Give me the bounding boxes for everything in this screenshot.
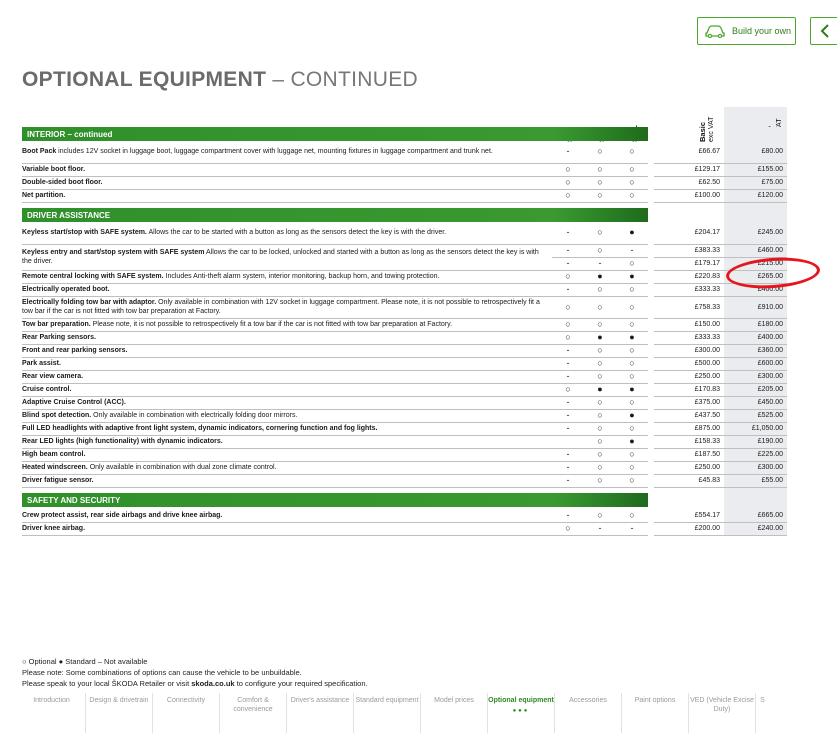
table-row xyxy=(22,331,787,344)
rrp-price: £400.00 xyxy=(724,283,787,296)
sel-availability: ○ xyxy=(616,396,648,409)
nav-item-accessories[interactable]: Accessories xyxy=(554,693,621,733)
rrp-price: £265.00 xyxy=(724,270,787,283)
legend-key: ○ Optional ● Standard – Not available xyxy=(22,657,148,666)
build-your-own-label: Build your own xyxy=(732,26,792,36)
table-row xyxy=(22,222,787,244)
table-row xyxy=(22,344,787,357)
s-availability: ○ xyxy=(552,383,584,396)
section-header xyxy=(22,208,787,222)
basic-price: £62.50 xyxy=(654,176,724,189)
basic-price: £333.33 xyxy=(654,283,724,296)
table-row xyxy=(22,270,787,283)
col-header-basic: Basic exc VAT xyxy=(698,116,715,142)
sel-availability: - xyxy=(616,244,648,257)
table-row xyxy=(22,448,787,461)
sel-availability: - xyxy=(616,522,648,535)
sel-availability: ○ xyxy=(616,474,648,487)
rrp-price: £155.00 xyxy=(724,163,787,176)
sel-availability: ● xyxy=(616,222,648,244)
basic-price: £250.00 xyxy=(654,461,724,474)
equipment-table xyxy=(22,127,787,536)
item-description: Double-sided boot floor. xyxy=(22,176,552,189)
item-description: Park assist. xyxy=(22,357,552,370)
table-row xyxy=(22,435,787,448)
s-availability: - xyxy=(552,370,584,383)
nav-item-connectivity[interactable]: Connectivity xyxy=(152,693,219,733)
basic-price: £187.50 xyxy=(654,448,724,461)
nav-item-overflow[interactable]: S xyxy=(755,693,769,733)
se-availability: - xyxy=(584,522,616,535)
car-icon xyxy=(704,24,726,38)
basic-price: £45.83 xyxy=(654,474,724,487)
basic-price: £758.33 xyxy=(654,296,724,318)
se-availability: ○ xyxy=(584,283,616,296)
se-availability: ○ xyxy=(584,409,616,422)
sel-availability: ○ xyxy=(616,257,648,270)
s-availability: - xyxy=(552,344,584,357)
rrp-price: £190.00 xyxy=(724,435,787,448)
basic-price: £66.67 xyxy=(654,141,724,163)
section-title: DRIVER ASSISTANCE xyxy=(22,208,648,222)
se-availability: ○ xyxy=(584,318,616,331)
s-availability: - xyxy=(552,448,584,461)
item-description: Driver knee airbag. xyxy=(22,522,552,535)
sel-availability: ○ xyxy=(616,141,648,163)
item-description: Heated windscreen. Only available in combination with dual zone climate control. xyxy=(22,461,552,474)
s-availability: ○ xyxy=(552,331,584,344)
basic-price: £158.33 xyxy=(654,435,724,448)
sel-availability: ○ xyxy=(616,357,648,370)
sel-availability: ○ xyxy=(616,344,648,357)
se-availability: ○ xyxy=(584,189,616,202)
table-row xyxy=(22,244,787,257)
page-title-main: OPTIONAL EQUIPMENT xyxy=(22,68,267,91)
se-availability: ○ xyxy=(584,370,616,383)
s-availability: - xyxy=(552,396,584,409)
sel-availability: ○ xyxy=(616,283,648,296)
skoda-link[interactable]: skoda.co.uk xyxy=(191,679,235,688)
se-availability: ○ xyxy=(584,244,616,257)
table-row xyxy=(22,383,787,396)
s-availability: - xyxy=(552,409,584,422)
item-description: Keyless start/stop with SAFE system. Allows the car to be started with a button as long as the sensors detect the key is with the driver. xyxy=(22,222,552,244)
se-availability: ○ xyxy=(584,222,616,244)
rrp-price: £225.00 xyxy=(724,448,787,461)
rrp-price: £80.00 xyxy=(724,141,787,163)
item-description: Tow bar preparation. Please note, it is not possible to retrospectively fit a tow bar if the car is not fitted with tow bar preparation at Factory. xyxy=(22,318,552,331)
sel-availability: ○ xyxy=(616,318,648,331)
rrp-price: £120.00 xyxy=(724,189,787,202)
basic-price: £204.17 xyxy=(654,222,724,244)
item-description: Cruise control. xyxy=(22,383,552,396)
se-availability: - xyxy=(584,257,616,270)
s-availability: - xyxy=(552,257,584,270)
section-header xyxy=(22,493,787,507)
basic-price: £179.17 xyxy=(654,257,724,270)
sel-availability: ● xyxy=(616,270,648,283)
basic-price: £375.00 xyxy=(654,396,724,409)
item-description: Rear view camera. xyxy=(22,370,552,383)
legend xyxy=(22,656,368,689)
item-description: Variable boot floor. xyxy=(22,163,552,176)
build-your-own-button[interactable] xyxy=(697,17,796,45)
rrp-price: £910.00 xyxy=(724,296,787,318)
section-header xyxy=(22,127,787,141)
rrp-price: £460.00 xyxy=(724,244,787,257)
item-description: Remote central locking with SAFE system. Includes Anti-theft alarm system, interior monitoring, backup horn, and towing protection. xyxy=(22,270,552,283)
legend-note: Please note: Some combinations of options can cause the vehicle to be unbuildable. xyxy=(22,668,302,677)
se-availability: ○ xyxy=(584,474,616,487)
item-description: Full LED headlights with adaptive front light system, dynamic indicators, cornering function and fog lights. xyxy=(22,422,552,435)
s-availability: ○ xyxy=(552,176,584,189)
se-availability: ○ xyxy=(584,435,616,448)
item-description: Boot Pack includes 12V socket in luggage boot, luggage compartment cover with luggage net, mounting fixtures in luggage compartment and trunk net. xyxy=(22,141,552,163)
rrp-price: £215.00 xyxy=(724,257,787,270)
basic-price: £554.17 xyxy=(654,509,724,522)
table-row xyxy=(22,283,787,296)
item-description: Driver fatigue sensor. xyxy=(22,474,552,487)
back-button[interactable] xyxy=(810,17,837,45)
sel-availability: ● xyxy=(616,409,648,422)
chevron-left-icon xyxy=(820,24,830,38)
table-row xyxy=(22,296,787,318)
se-availability: ○ xyxy=(584,344,616,357)
se-availability: ○ xyxy=(584,396,616,409)
section-nav xyxy=(18,693,837,733)
sel-availability: ● xyxy=(616,435,648,448)
table-row xyxy=(22,357,787,370)
se-availability: ● xyxy=(584,331,616,344)
rrp-price: £300.00 xyxy=(724,370,787,383)
sel-availability: ● xyxy=(616,383,648,396)
s-availability: - xyxy=(552,461,584,474)
basic-price: £383.33 xyxy=(654,244,724,257)
basic-price: £129.17 xyxy=(654,163,724,176)
sel-availability: ○ xyxy=(616,176,648,189)
se-availability: ○ xyxy=(584,461,616,474)
item-description: Rear Parking sensors. xyxy=(22,331,552,344)
sel-availability: ○ xyxy=(616,370,648,383)
rrp-price: £75.00 xyxy=(724,176,787,189)
nav-item-ved[interactable]: VED (Vehicle Excise Duty) xyxy=(688,693,755,733)
se-availability: ○ xyxy=(584,176,616,189)
pager-dots: ●●● xyxy=(512,708,530,714)
basic-price: £150.00 xyxy=(654,318,724,331)
table-row xyxy=(22,318,787,331)
s-availability xyxy=(552,435,584,448)
table-row xyxy=(22,189,787,202)
s-availability: ○ xyxy=(552,189,584,202)
se-availability: ○ xyxy=(584,296,616,318)
sel-availability: ○ xyxy=(616,461,648,474)
item-description: Front and rear parking sensors. xyxy=(22,344,552,357)
s-availability: ○ xyxy=(552,522,584,535)
sel-availability: ● xyxy=(616,331,648,344)
s-availability: ○ xyxy=(552,318,584,331)
se-availability: ● xyxy=(584,383,616,396)
basic-price: £300.00 xyxy=(654,344,724,357)
se-availability: ● xyxy=(584,270,616,283)
table-row xyxy=(22,509,787,522)
table-row xyxy=(22,396,787,409)
section-title: INTERIOR – continued xyxy=(22,127,648,141)
section-title: SAFETY AND SECURITY xyxy=(22,493,648,507)
s-availability: ○ xyxy=(552,163,584,176)
rrp-price: £55.00 xyxy=(724,474,787,487)
s-availability: ○ xyxy=(552,296,584,318)
s-availability: - xyxy=(552,283,584,296)
sel-availability: ○ xyxy=(616,296,648,318)
table-row xyxy=(22,461,787,474)
item-description: Electrically folding tow bar with adaptor. Only available in combination with 12V socket in luggage compartment. Please note, it is not possible to retrospectively fit a tow bar if the car is not fitted with tow bar preparation at Factory. xyxy=(22,296,552,318)
sel-availability: ○ xyxy=(616,422,648,435)
s-availability: - xyxy=(552,357,584,370)
rrp-price: £240.00 xyxy=(724,522,787,535)
rrp-price: £450.00 xyxy=(724,396,787,409)
rrp-price: £245.00 xyxy=(724,222,787,244)
item-description: Net partition. xyxy=(22,189,552,202)
nav-item-design-drivetrain[interactable]: Design & drivetrain xyxy=(85,693,152,733)
nav-item-optional-equipment[interactable]: Optional equipment ●●● xyxy=(487,693,554,733)
rrp-price: £600.00 xyxy=(724,357,787,370)
table-row xyxy=(22,409,787,422)
basic-price: £875.00 xyxy=(654,422,724,435)
rrp-price: £300.00 xyxy=(724,461,787,474)
table-row xyxy=(22,141,787,163)
legend-speak: Please speak to your local ŠKODA Retailer or visit skoda.co.uk to configure your required specification. xyxy=(22,679,368,688)
basic-price: £100.00 xyxy=(654,189,724,202)
nav-item-model-prices[interactable]: Model prices xyxy=(420,693,487,733)
nav-item-comfort-convenience[interactable]: Comfort & convenience xyxy=(219,693,286,733)
se-availability: ○ xyxy=(584,422,616,435)
basic-price: £333.33 xyxy=(654,331,724,344)
s-availability: - xyxy=(552,474,584,487)
rrp-price: £180.00 xyxy=(724,318,787,331)
table-row xyxy=(22,370,787,383)
basic-price: £200.00 xyxy=(654,522,724,535)
item-description: Blind spot detection. Only available in combination with electrically folding door mirrors. xyxy=(22,409,552,422)
page-title xyxy=(22,68,418,92)
s-availability: - xyxy=(552,422,584,435)
s-availability: - xyxy=(552,222,584,244)
s-availability: - xyxy=(552,141,584,163)
sel-availability: ○ xyxy=(616,448,648,461)
nav-item-paint-options[interactable]: Paint options xyxy=(621,693,688,733)
nav-item-standard-equipment[interactable]: Standard equipment xyxy=(353,693,420,733)
se-availability: ○ xyxy=(584,163,616,176)
se-availability: ○ xyxy=(584,141,616,163)
basic-price: £437.50 xyxy=(654,409,724,422)
s-availability: ○ xyxy=(552,270,584,283)
page-title-sub: – CONTINUED xyxy=(266,68,418,91)
se-availability: ○ xyxy=(584,448,616,461)
rrp-price: £400.00 xyxy=(724,331,787,344)
sel-availability: ○ xyxy=(616,189,648,202)
table-row xyxy=(22,474,787,487)
item-description: Keyless entry and start/stop system with SAFE system Allows the car to be locked, unlocked and started with a button as long as the sensors detect the key is with the driver. xyxy=(22,244,552,270)
item-description: Rear LED lights (high functionality) with dynamic indicators. xyxy=(22,435,552,448)
nav-item-introduction[interactable]: Introduction xyxy=(33,697,70,704)
rrp-price: £1,050.00 xyxy=(724,422,787,435)
sel-availability: ○ xyxy=(616,509,648,522)
basic-price: £220.83 xyxy=(654,270,724,283)
sel-availability: ○ xyxy=(616,163,648,176)
se-availability: ○ xyxy=(584,509,616,522)
basic-price: £500.00 xyxy=(654,357,724,370)
item-description: High beam control. xyxy=(22,448,552,461)
s-availability: - xyxy=(552,509,584,522)
table-row xyxy=(22,522,787,535)
rrp-price: £665.00 xyxy=(724,509,787,522)
basic-price: £170.83 xyxy=(654,383,724,396)
nav-item-drivers-assistance[interactable]: Driver's assistance xyxy=(286,693,353,733)
table-row xyxy=(22,176,787,189)
rrp-price: £360.00 xyxy=(724,344,787,357)
rrp-price: £525.00 xyxy=(724,409,787,422)
rrp-price: £205.00 xyxy=(724,383,787,396)
basic-price: £250.00 xyxy=(654,370,724,383)
s-availability: - xyxy=(552,244,584,257)
table-row xyxy=(22,422,787,435)
item-description: Adaptive Cruise Control (ACC). xyxy=(22,396,552,409)
item-description: Crew protect assist, rear side airbags and drive knee airbag. xyxy=(22,509,552,522)
table-row xyxy=(22,163,787,176)
se-availability: ○ xyxy=(584,357,616,370)
item-description: Electrically operated boot. xyxy=(22,283,552,296)
